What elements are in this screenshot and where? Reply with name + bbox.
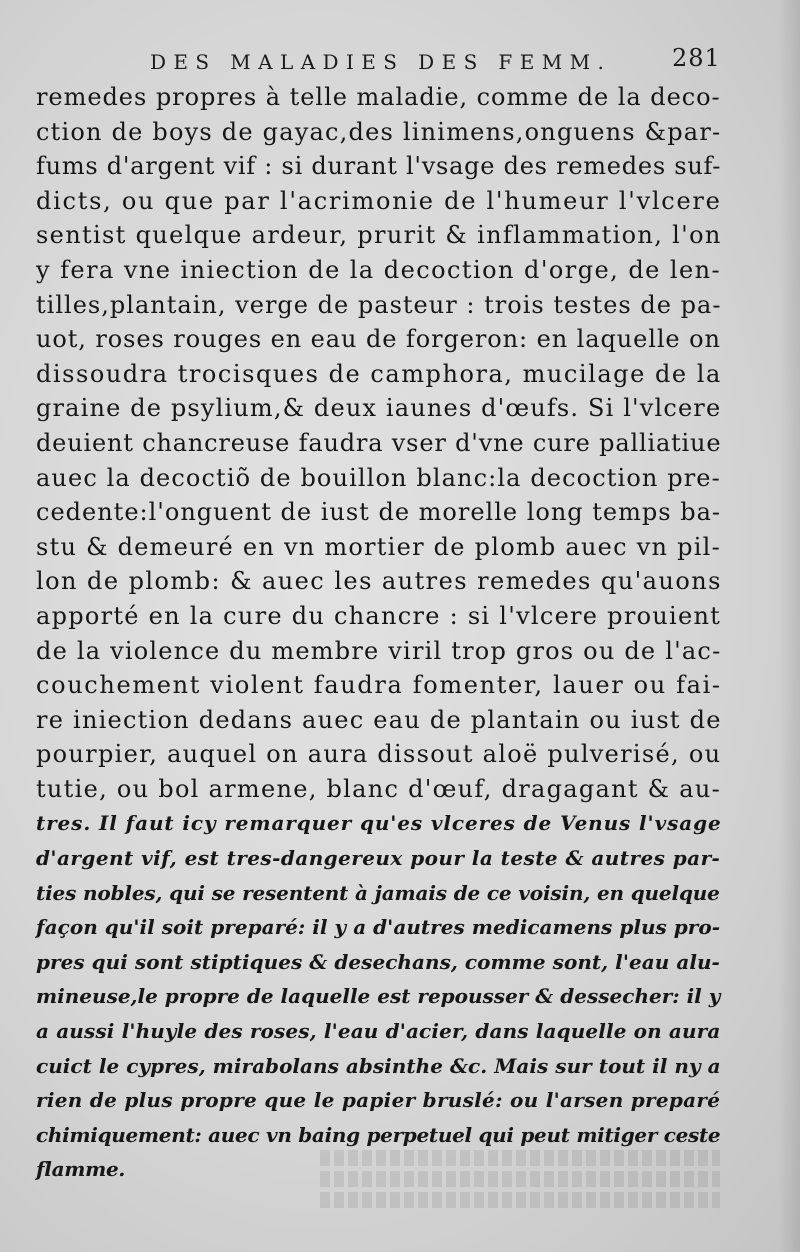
text-line: de la violence du membre viril trop gros ou de l'ac- (36, 636, 722, 665)
text-line: remedes propres à telle maladie, comme de la deco- (36, 83, 721, 111)
text-line: apporté en la cure du chancre : si l'vlcere prouient (36, 601, 722, 630)
text-line: ction de boys de gayac,des linimens,onguens &par- (36, 117, 722, 146)
text-line: sentist quelque ardeur, prurit & inflammation, l'on (36, 221, 722, 250)
text-line: flamme. (36, 1157, 126, 1182)
text-line: ties nobles, qui se resentent à jamais de ce voisin, en quelque (36, 880, 720, 905)
text-line: rien de plus propre que le papier bruslé: ou l'arsen preparé (36, 1088, 721, 1113)
page-header (0, 44, 800, 84)
text-line: y fera vne iniection de la decoction d'orge, de len- (36, 255, 722, 284)
text-line: façon qu'il soit preparé: il y a d'autres medicamens plus pro- (36, 915, 721, 940)
text-line: mineuse,le propre de laquelle est repousser & dessecher: il y (36, 984, 721, 1009)
text-line: pres qui sont stiptiques & desechans, comme sont, l'eau alu- (36, 949, 720, 974)
text-line: tutie, ou bol armene, blanc d'œuf, dragagant & au- (36, 774, 721, 803)
text-line: cuict le cypres, mirabolans absinthe &c. Mais sur tout il ny a (36, 1053, 721, 1078)
page-edge-shadow (778, 0, 800, 1252)
text-line: uot, roses rouges en eau de forgeron: en laquelle on (36, 325, 721, 354)
text-line: tilles,plantain, verge de pasteur : trois testes de pa- (36, 290, 722, 319)
text-line: pourpier, auquel on aura dissout aloë pulverisé, ou (36, 740, 722, 769)
text-line: a aussi l'huyle des roses, l'eau d'acier, dans laquelle on aura (36, 1019, 721, 1044)
running-head: DES MALADIES DES FEMM. (150, 50, 612, 74)
text-line: cedente:l'onguent de iust de morelle long temps ba- (36, 498, 721, 527)
text-line: dicts, ou que par l'acrimonie de l'humeur l'vlcere (36, 186, 722, 215)
text-line: deuient chancreuse faudra vser d'vne cure palliatiue (36, 428, 722, 457)
text-line: auec la decoctiõ de bouillon blanc:la decoction pre- (36, 463, 721, 492)
text-line: d'argent vif, est tres-dangereux pour la teste & autres par- (36, 846, 721, 871)
text-line: fums d'argent vif : si durant l'vsage des remedes suf- (36, 152, 722, 181)
show-through-bleed (320, 1150, 720, 1220)
text-line: tres. Il faut icy remarquer qu'es vlceres de Venus l'vsage (36, 811, 722, 836)
text-line: couchement violent faudra fomenter, lauer ou fai- (36, 671, 722, 700)
text-line: graine de psylium,& deux iaunes d'œufs. Si l'vlcere (36, 394, 722, 423)
text-line: chimiquement: auec vn baing perpetuel qui peut mitiger ceste (36, 1122, 721, 1147)
text-line: lon de plomb: & auec les autres remedes qu'auons (36, 567, 722, 596)
text-line: re iniection dedans auec eau de plantain ou iust de (36, 705, 722, 734)
page-number: 281 (672, 44, 721, 72)
text-line: stu & demeuré en vn mortier de plomb auec vn pil- (36, 532, 721, 561)
text-line: dissoudra trocisques de camphora, mucilage de la (36, 359, 722, 388)
body-text (36, 80, 720, 1187)
